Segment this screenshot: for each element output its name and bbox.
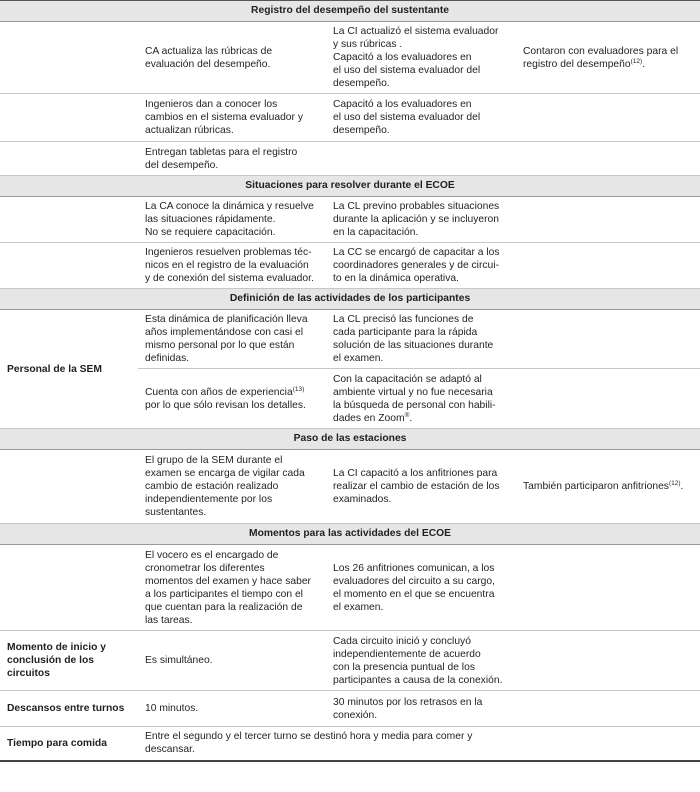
table-row <box>0 310 700 369</box>
table-row <box>0 142 700 176</box>
table-cell: Ingenieros dan a conocer los cambios en el sistema evaluador y actualizan rúbricas. <box>138 94 326 142</box>
table-cell: La CI capacitó a los anfitriones para realizar el cambio de estación de los examinados. <box>326 450 516 524</box>
section-title: Definición de las actividades de los participantes <box>0 289 700 310</box>
table-cell: Con la capacitación se adaptó al ambiente virtual y no fue necesaria la búsqueda de personal con habili- dades en Zoom®. <box>326 369 516 429</box>
section-title: Momentos para las actividades del ECOE <box>0 524 700 545</box>
table-row <box>0 631 700 691</box>
table-cell: El vocero es el encargado de cronometrar los diferentes momentos del examen y hace saber a los participantes el tiempo con el que cuentan para la realización de las tareas. <box>138 545 326 631</box>
reference-number: (12) <box>668 480 681 487</box>
section-header-definicion <box>0 289 700 310</box>
reference-number: (12) <box>630 57 643 65</box>
section-header-momentos <box>0 524 700 545</box>
table-cell: La CL previno probables situaciones durante la aplicación y se incluyeron en la capacitación. <box>326 197 516 243</box>
section-title: Paso de las estaciones <box>0 429 700 450</box>
row-label: Momento de inicio y conclusión de los circuitos <box>0 631 138 691</box>
table-cell: Ingenieros resuelven problemas téc- nicos en el registro de la evaluación y de conexión del sistema evaluador. <box>138 243 326 289</box>
row-label: Tiempo para comida <box>0 727 138 761</box>
section-header-paso <box>0 429 700 450</box>
table-cell: La CA conoce la dinámica y resuelve las situaciones rápidamente. No se requiere capacitación. <box>138 197 326 243</box>
table-cell: Entregan tabletas para el registro del desempeño. <box>138 142 326 176</box>
table-row <box>0 243 700 289</box>
table-cell: Contaron con evaluadores para el registro del desempeño$^{(12)}$. <box>516 22 700 94</box>
section-header-registro <box>0 1 700 22</box>
table-cell: 30 minutos por los retrasos en la conexión. <box>326 691 516 727</box>
table-cell: 10 minutos. <box>138 691 326 727</box>
table-cell: CA actualiza las rúbricas de evaluación del desempeño. <box>138 22 326 94</box>
table-row <box>0 197 700 243</box>
table-cell: Cada circuito inició y concluyó independientemente de acuerdo con la presencia puntual de los participantes a causa de la conexión. <box>326 631 516 691</box>
table-cell: La CI actualizó el sistema evaluador y sus rúbricas . Capacitó a los evaluadores en el uso del sistema evaluador del desempeño. <box>326 22 516 94</box>
table-row <box>0 450 700 524</box>
row-label: Personal de la SEM <box>0 310 138 429</box>
section-title: Registro del desempeño del sustentante <box>0 1 700 22</box>
table-cell: La CL precisó las funciones de cada participante para la rápida solución de las situaciones durante el examen. <box>326 310 516 369</box>
table-row <box>0 545 700 631</box>
table-cell: Los 26 anfitriones comunican, a los evaluadores del circuito a su cargo, el momento en el que se encuentra el examen. <box>326 545 516 631</box>
table-cell: Es simultáneo. <box>138 631 326 691</box>
registered-mark: ® <box>404 411 410 419</box>
table-cell: Esta dinámica de planificación lleva años implementándose con casi el mismo personal por lo que están definidas. <box>138 310 326 369</box>
table-cell: Capacitó a los evaluadores en el uso del sistema evaluador del desempeño. <box>326 94 516 142</box>
table-row <box>0 22 700 94</box>
table-row <box>0 94 700 142</box>
table-cell: El grupo de la SEM durante el examen se encarga de vigilar cada cambio de estación realizado independientemente por los sustentantes. <box>138 450 326 524</box>
row-label: Descansos entre turnos <box>0 691 138 727</box>
reference-number: (13) <box>292 385 305 393</box>
table-cell: La CC se encargó de capacitar a los coordinadores generales y de circui- to en la dinámica operativa. <box>326 243 516 289</box>
table-cell: Entre el segundo y el tercer turno se destinó hora y media para comer y descansar. <box>138 727 700 761</box>
table-cell: Cuenta con años de experiencia$^{(13)}$ por lo que sólo revisan los detalles. <box>138 369 326 429</box>
section-header-situaciones <box>0 176 700 197</box>
table-row <box>0 727 700 761</box>
table-row <box>0 691 700 727</box>
table-cell: También participaron anfitriones$^{(12)}$. <box>516 450 700 524</box>
section-title: Situaciones para resolver durante el ECOE <box>0 176 700 197</box>
